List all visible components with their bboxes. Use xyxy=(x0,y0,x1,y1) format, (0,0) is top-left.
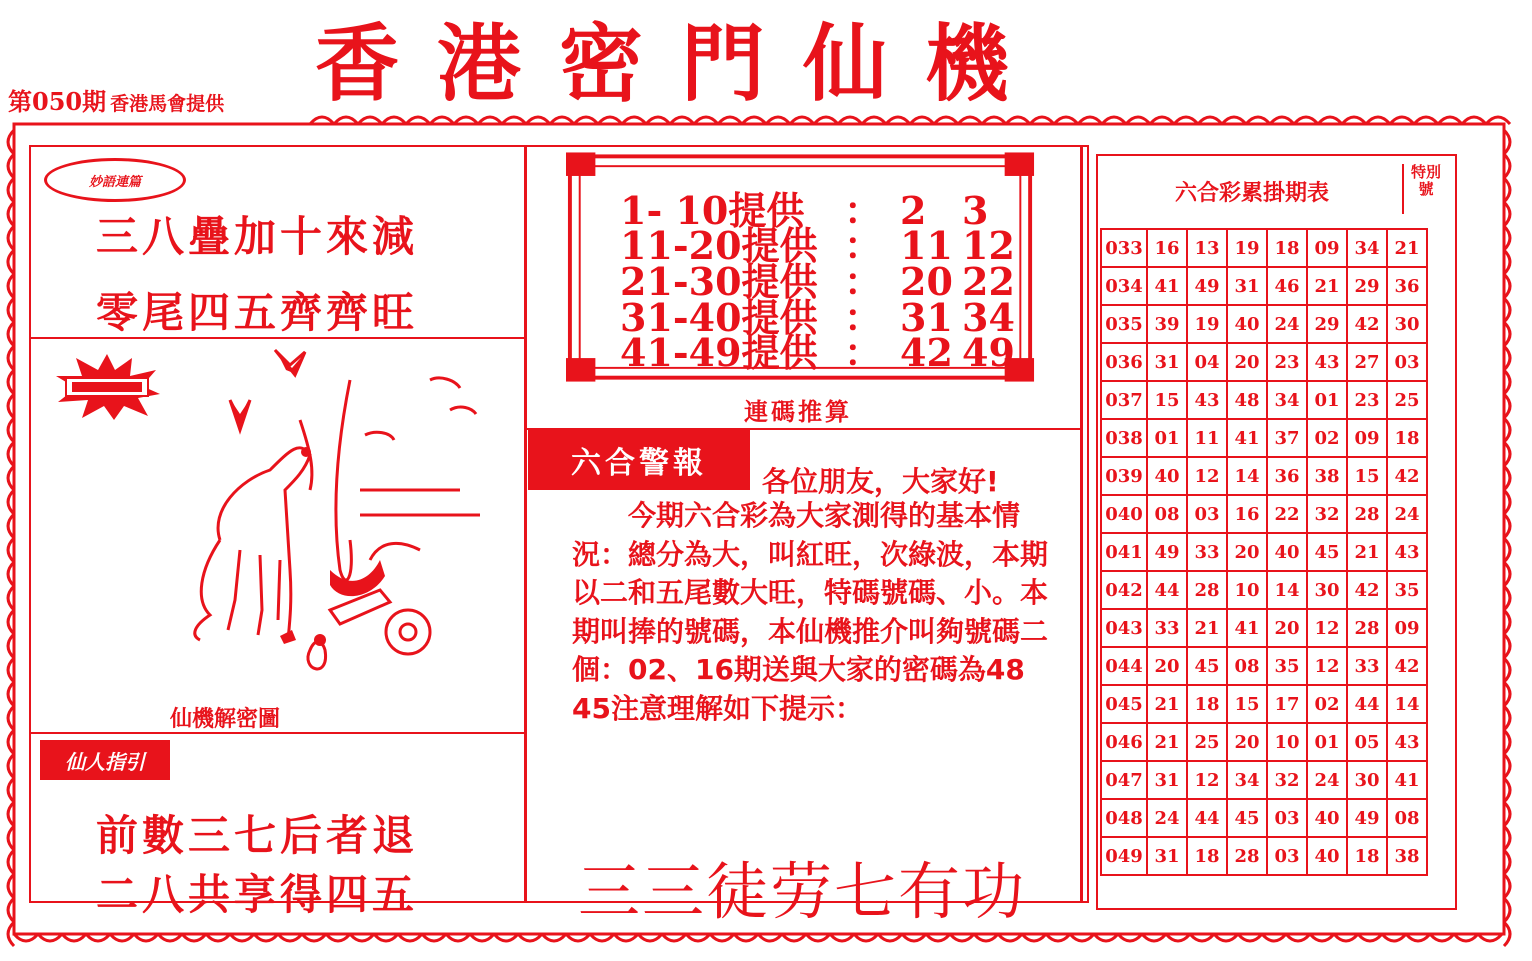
table-frame-right xyxy=(1455,154,1457,910)
table-row xyxy=(1101,647,1427,685)
poem-bottom-line-1: 前數三七后者退 xyxy=(96,811,419,860)
issue-cell: 036 xyxy=(1101,343,1147,381)
number-cell: 32 xyxy=(1307,495,1347,533)
table-row xyxy=(1101,609,1427,647)
verse: 三三徒劳七有功 xyxy=(578,855,1027,928)
number-cell: 41 xyxy=(1227,609,1267,647)
number-cell: 33 xyxy=(1187,533,1227,571)
range-value: 2 xyxy=(900,188,927,233)
range-row: 41-49提供 ： 42 49 xyxy=(620,334,1022,372)
number-cell: 12 xyxy=(1307,609,1347,647)
number-cell: 19 xyxy=(1227,229,1267,267)
number-cell: 15 xyxy=(1147,381,1187,419)
number-cell: 43 xyxy=(1387,533,1427,571)
number-cell: 45 xyxy=(1187,647,1227,685)
table-row xyxy=(1101,685,1427,723)
table-row xyxy=(1101,761,1427,799)
number-cell: 12 xyxy=(1187,761,1227,799)
issue-cell: 045 xyxy=(1101,685,1147,723)
issue-cell: 048 xyxy=(1101,799,1147,837)
number-cell: 30 xyxy=(1387,305,1427,343)
table-row xyxy=(1101,305,1427,343)
number-cell: 23 xyxy=(1347,381,1387,419)
number-cell: 13 xyxy=(1187,229,1227,267)
table-row xyxy=(1101,419,1427,457)
range-label: 41-49提供 xyxy=(620,330,818,375)
number-cell: 34 xyxy=(1227,761,1267,799)
number-cell: 42 xyxy=(1387,647,1427,685)
number-cell: 14 xyxy=(1387,685,1427,723)
number-cell: 20 xyxy=(1227,723,1267,761)
table-title-divider xyxy=(1402,164,1404,214)
table-row xyxy=(1101,343,1427,381)
number-cell: 15 xyxy=(1347,457,1387,495)
issue-provider: 香港馬會提供 xyxy=(110,93,225,115)
number-cell: 20 xyxy=(1227,343,1267,381)
number-cell: 01 xyxy=(1307,381,1347,419)
issue-cell: 040 xyxy=(1101,495,1147,533)
issue-cell: 047 xyxy=(1101,761,1147,799)
number-cell: 14 xyxy=(1267,571,1307,609)
issue-cell: 043 xyxy=(1101,609,1147,647)
range-value: 11 xyxy=(900,223,953,268)
number-cell: 33 xyxy=(1147,609,1187,647)
table-row xyxy=(1101,799,1427,837)
number-cell: 45 xyxy=(1307,533,1347,571)
number-cell: 10 xyxy=(1267,723,1307,761)
message-body: 今期六合彩為大家測得的基本情況：總分為大，叫紅旺，次綠波，本期以二和五尾數大旺，特碼號碼、小。本期叫捧的號碼，本仙機推介叫夠號碼二個：02、16期送與大家的密碼為48 45注意理解如下提示： xyxy=(572,499,1049,725)
number-cell: 42 xyxy=(1347,571,1387,609)
number-cell: 34 xyxy=(1267,381,1307,419)
range-row: 1- 10提供 ： 2 3 xyxy=(620,192,1022,230)
number-cell: 03 xyxy=(1187,495,1227,533)
horse-illustration xyxy=(180,340,510,700)
number-cell: 40 xyxy=(1147,457,1187,495)
number-cell: 40 xyxy=(1267,533,1307,571)
table-row xyxy=(1101,381,1427,419)
number-cell: 32 xyxy=(1267,761,1307,799)
number-cell: 49 xyxy=(1147,533,1187,571)
number-cell: 08 xyxy=(1147,495,1187,533)
range-label: 31-40提供 xyxy=(620,295,818,340)
number-cell: 18 xyxy=(1187,685,1227,723)
number-cell: 20 xyxy=(1147,647,1187,685)
number-cell: 12 xyxy=(1187,457,1227,495)
number-cell: 21 xyxy=(1347,533,1387,571)
table-frame-top xyxy=(1096,154,1457,156)
table-row xyxy=(1101,267,1427,305)
poem-top-line-2: 零尾四五齊齊旺 xyxy=(96,288,419,337)
number-cell: 36 xyxy=(1387,267,1427,305)
number-cell: 09 xyxy=(1347,419,1387,457)
range-value: 31 xyxy=(900,295,953,340)
number-cell: 44 xyxy=(1347,685,1387,723)
number-cell: 44 xyxy=(1147,571,1187,609)
table-title: 六合彩累掛期表 xyxy=(1174,180,1329,206)
issue-cell: 049 xyxy=(1101,837,1147,875)
number-cell: 49 xyxy=(1187,267,1227,305)
number-cell: 10 xyxy=(1227,571,1267,609)
range-value: 22 xyxy=(962,259,1015,304)
number-cell: 46 xyxy=(1267,267,1307,305)
column-divider-left xyxy=(524,146,527,902)
issue-cell: 038 xyxy=(1101,419,1147,457)
number-cell: 41 xyxy=(1227,419,1267,457)
number-cell: 16 xyxy=(1147,229,1187,267)
number-cell: 08 xyxy=(1387,799,1427,837)
number-cell: 05 xyxy=(1347,723,1387,761)
number-cell: 29 xyxy=(1347,267,1387,305)
section-badge: 妙語連篇 xyxy=(44,158,186,202)
table-row xyxy=(1101,571,1427,609)
number-cell: 40 xyxy=(1227,305,1267,343)
number-cell: 24 xyxy=(1307,761,1347,799)
range-label: 21-30提供 xyxy=(620,259,818,304)
number-cell: 30 xyxy=(1307,571,1347,609)
range-value: 20 xyxy=(900,259,953,304)
number-cell: 31 xyxy=(1147,837,1187,875)
issue-cell: 041 xyxy=(1101,533,1147,571)
number-cell: 42 xyxy=(1387,457,1427,495)
alert-title: 六合警報 xyxy=(528,430,750,490)
picture-caption: 仙機解密圖 xyxy=(170,707,281,732)
table-row xyxy=(1101,457,1427,495)
range-row: 21-30提供 ： 20 22 xyxy=(620,263,1022,301)
number-cell: 24 xyxy=(1387,495,1427,533)
number-cell: 43 xyxy=(1187,381,1227,419)
number-cell: 21 xyxy=(1387,229,1427,267)
special-number-label: 特別號 xyxy=(1410,163,1441,198)
issue-cell: 037 xyxy=(1101,381,1147,419)
number-cell: 22 xyxy=(1267,495,1307,533)
number-cell: 02 xyxy=(1307,685,1347,723)
number-cell: 19 xyxy=(1187,305,1227,343)
number-cell: 39 xyxy=(1147,305,1187,343)
number-cell: 27 xyxy=(1347,343,1387,381)
number-cell: 18 xyxy=(1387,419,1427,457)
range-value: 34 xyxy=(962,295,1015,340)
range-label: 11-20提供 xyxy=(620,223,818,268)
issue-cell: 034 xyxy=(1101,267,1147,305)
number-cell: 21 xyxy=(1147,723,1187,761)
number-cell: 31 xyxy=(1227,267,1267,305)
table-frame-bottom xyxy=(1096,908,1457,910)
draw-history-table xyxy=(1100,228,1428,876)
number-cell: 41 xyxy=(1387,761,1427,799)
number-cell: 34 xyxy=(1347,229,1387,267)
table-row xyxy=(1101,837,1427,875)
number-cell: 29 xyxy=(1307,305,1347,343)
number-cell: 01 xyxy=(1307,723,1347,761)
range-label: 1- 10提供 xyxy=(620,188,805,233)
number-cell: 35 xyxy=(1267,647,1307,685)
number-cell: 33 xyxy=(1347,647,1387,685)
guide-label: 仙人指引 xyxy=(40,740,170,780)
issue-cell: 046 xyxy=(1101,723,1147,761)
number-cell: 02 xyxy=(1307,419,1347,457)
number-cell: 41 xyxy=(1147,267,1187,305)
number-cell: 31 xyxy=(1147,343,1187,381)
number-cell: 44 xyxy=(1187,799,1227,837)
number-cell: 40 xyxy=(1307,799,1347,837)
number-cell: 18 xyxy=(1347,837,1387,875)
number-cell: 28 xyxy=(1347,495,1387,533)
number-cell: 30 xyxy=(1347,761,1387,799)
poem-top-line-1: 三八疊加十來減 xyxy=(96,212,419,261)
number-cell: 09 xyxy=(1307,229,1347,267)
table-row xyxy=(1101,533,1427,571)
starburst-icon xyxy=(52,352,162,422)
number-cell: 08 xyxy=(1227,647,1267,685)
number-cell: 03 xyxy=(1267,799,1307,837)
range-row: 11-20提供 ： 11 12 xyxy=(620,227,1022,265)
number-cell: 25 xyxy=(1387,381,1427,419)
range-value: 3 xyxy=(962,188,989,233)
number-cell: 45 xyxy=(1227,799,1267,837)
issue-cell: 039 xyxy=(1101,457,1147,495)
number-cell: 21 xyxy=(1187,609,1227,647)
number-cell: 35 xyxy=(1387,571,1427,609)
issue-cell: 035 xyxy=(1101,305,1147,343)
number-cell: 37 xyxy=(1267,419,1307,457)
number-cell: 20 xyxy=(1267,609,1307,647)
number-cell: 11 xyxy=(1187,419,1227,457)
range-value: 12 xyxy=(962,223,1015,268)
number-cell: 28 xyxy=(1347,609,1387,647)
number-cell: 18 xyxy=(1187,837,1227,875)
table-row xyxy=(1101,723,1427,761)
range-row: 31-40提供 ： 31 34 xyxy=(620,299,1022,337)
number-cell: 24 xyxy=(1267,305,1307,343)
number-cell: 38 xyxy=(1307,457,1347,495)
column-divider-right xyxy=(1080,146,1083,902)
table-row xyxy=(1101,495,1427,533)
number-cell: 18 xyxy=(1267,229,1307,267)
number-cell: 40 xyxy=(1307,837,1347,875)
issue-cell: 033 xyxy=(1101,229,1147,267)
issue-number xyxy=(8,82,224,117)
range-value: 42 xyxy=(900,330,953,375)
greeting: 各位朋友，大家好! xyxy=(762,465,999,498)
number-cell: 31 xyxy=(1147,761,1187,799)
issue-cell: 044 xyxy=(1101,647,1147,685)
number-cell: 28 xyxy=(1227,837,1267,875)
number-cell: 01 xyxy=(1147,419,1187,457)
number-cell: 12 xyxy=(1307,647,1347,685)
number-cell: 48 xyxy=(1227,381,1267,419)
number-cell: 43 xyxy=(1307,343,1347,381)
issue-cell: 042 xyxy=(1101,571,1147,609)
number-cell: 03 xyxy=(1387,343,1427,381)
number-cell: 15 xyxy=(1227,685,1267,723)
page-title: 香港密門仙機 xyxy=(315,14,1048,113)
number-cell: 04 xyxy=(1187,343,1227,381)
number-cell: 20 xyxy=(1227,533,1267,571)
table-row xyxy=(1101,229,1427,267)
table-frame-left xyxy=(1096,154,1098,910)
number-cell: 38 xyxy=(1387,837,1427,875)
number-cell: 36 xyxy=(1267,457,1307,495)
number-cell: 03 xyxy=(1267,837,1307,875)
number-cell: 23 xyxy=(1267,343,1307,381)
number-cell: 14 xyxy=(1227,457,1267,495)
number-cell: 16 xyxy=(1227,495,1267,533)
number-cell: 17 xyxy=(1267,685,1307,723)
poem-bottom-line-2: 二八共享得四五 xyxy=(96,870,419,919)
number-cell: 21 xyxy=(1147,685,1187,723)
number-cell: 21 xyxy=(1307,267,1347,305)
number-cell: 28 xyxy=(1187,571,1227,609)
number-cell: 42 xyxy=(1347,305,1387,343)
number-cell: 43 xyxy=(1387,723,1427,761)
number-cell: 49 xyxy=(1347,799,1387,837)
issue-label: 第050期 xyxy=(8,87,107,116)
number-cell: 09 xyxy=(1387,609,1427,647)
range-value: 49 xyxy=(962,330,1015,375)
number-cell: 25 xyxy=(1187,723,1227,761)
ranges-caption: 連碼推算 xyxy=(744,398,852,426)
number-cell: 24 xyxy=(1147,799,1187,837)
